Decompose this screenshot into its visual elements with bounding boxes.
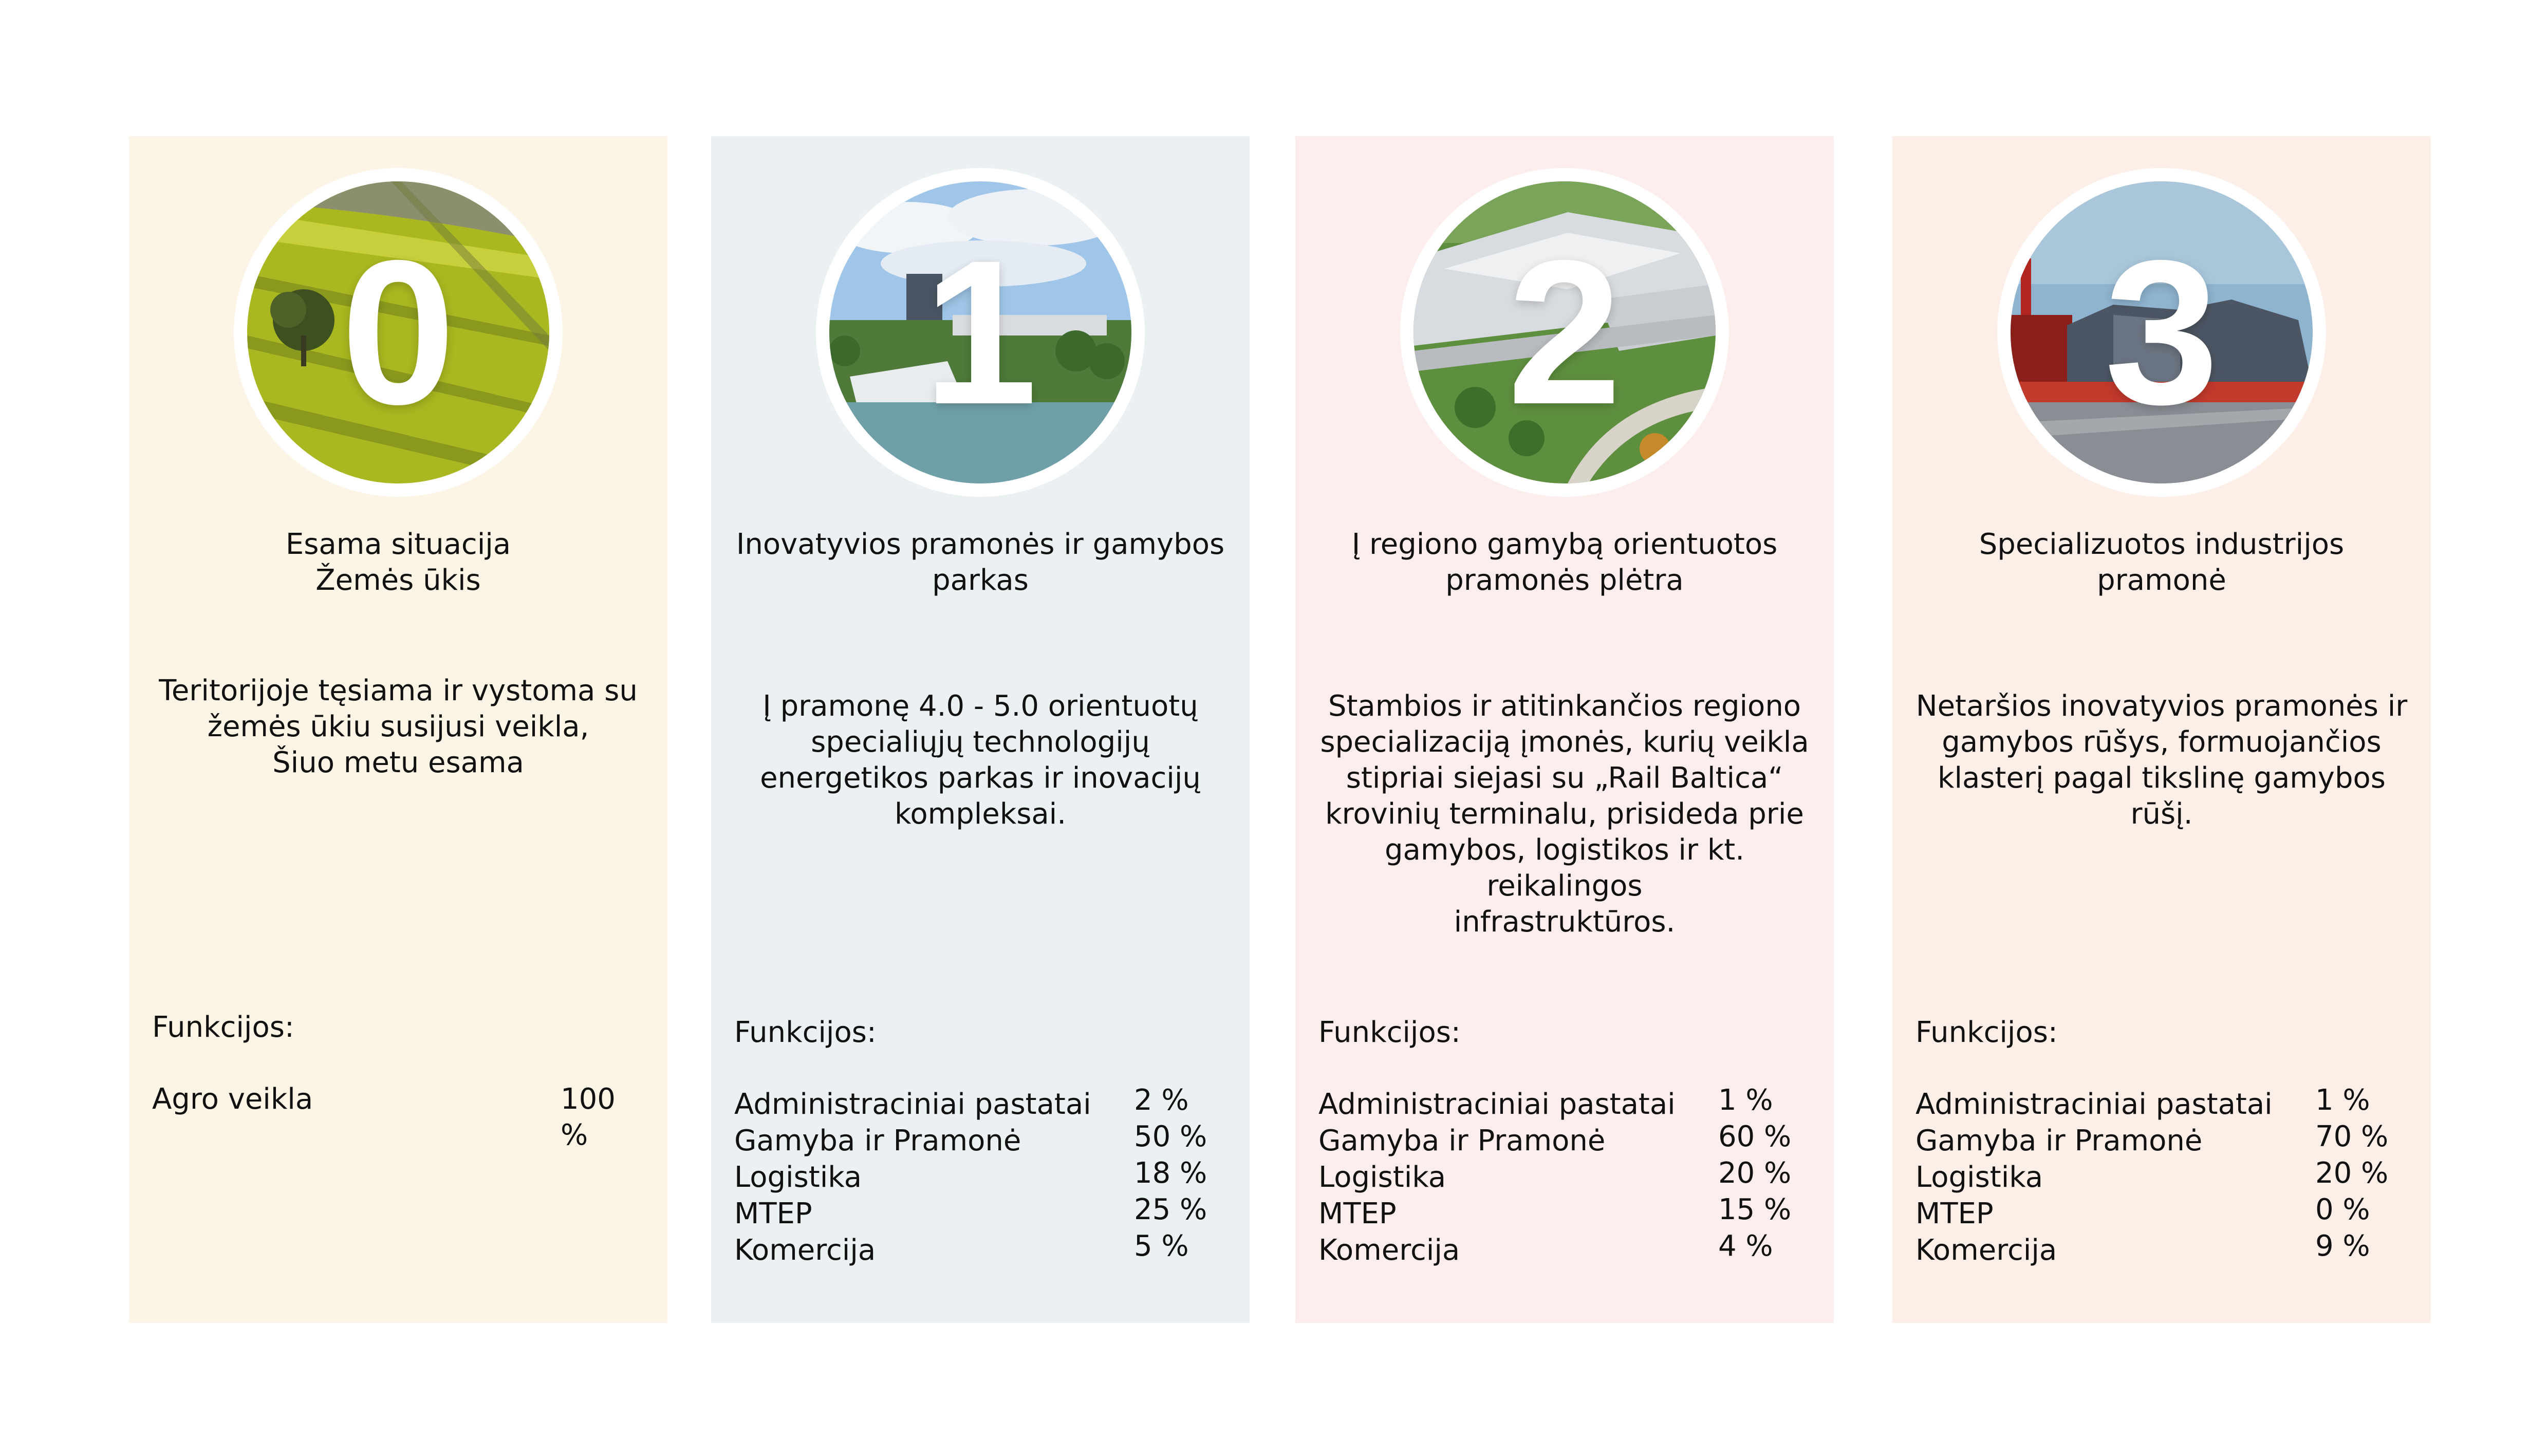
- scenario-card-1: [711, 136, 1250, 1323]
- function-name: Gamyba ir Pramonė: [1915, 1124, 2203, 1158]
- function-value: 20 %: [2315, 1156, 2389, 1190]
- function-value: 1 %: [1718, 1084, 1773, 1117]
- function-name: Logistika: [1915, 1161, 2043, 1194]
- function-row: [734, 1156, 1229, 1196]
- functions-label: Funkcijos:: [1915, 1016, 2058, 1049]
- function-row: [1318, 1120, 1813, 1160]
- function-value: 18 %: [1134, 1156, 1207, 1190]
- function-value: 15 %: [1718, 1193, 1792, 1226]
- scenario-image-circle: [816, 168, 1145, 497]
- scenario-description: Teritorijoje tęsiama ir vystoma su žemės ūkiu susijusi veikla, Šiuo metu esama: [159, 674, 638, 779]
- scenario-number: 3: [2104, 217, 2219, 447]
- function-row: [152, 1081, 647, 1152]
- function-row: [1915, 1156, 2410, 1196]
- function-value: 100 %: [561, 1082, 616, 1152]
- function-value: 2 %: [1134, 1084, 1189, 1117]
- scenario-card-3: [1892, 136, 2431, 1323]
- function-name: Logistika: [734, 1161, 862, 1194]
- function-name: Komercija: [1915, 1234, 2057, 1267]
- function-row: [1915, 1084, 2410, 1123]
- function-name: Gamyba ir Pramonė: [1318, 1124, 1606, 1158]
- function-name: Administraciniai pastatai: [1318, 1088, 1676, 1121]
- scenario-number: 0: [341, 217, 456, 447]
- function-row: [1318, 1084, 1813, 1123]
- function-row: [1915, 1229, 2410, 1269]
- scenario-number: 1: [923, 217, 1038, 447]
- function-value: 25 %: [1134, 1193, 1207, 1226]
- functions-label: Funkcijos:: [1318, 1016, 1461, 1049]
- function-row: [734, 1229, 1229, 1269]
- functions-list: [1318, 1084, 1813, 1269]
- function-name: Komercija: [734, 1234, 876, 1267]
- function-name: Administraciniai pastatai: [1915, 1088, 2273, 1121]
- scenario-card-0: [129, 136, 667, 1323]
- scenario-description: Stambios ir atitinkančios regiono specializaciją įmonės, kurių veikla stipriai siejasi su „Rail Baltica“ krovinių terminalu, prisideda prie gamybos, logistikos ir kt. reikalingos infrastruktūros.: [1320, 689, 1809, 939]
- function-value: 20 %: [1718, 1156, 1792, 1190]
- scenario-image-circle: [1400, 168, 1729, 497]
- function-row: [734, 1120, 1229, 1160]
- function-value: 50 %: [1134, 1120, 1207, 1153]
- scenario-title: Specializuotos industrijos pramonė: [1979, 528, 2345, 597]
- functions-label: Funkcijos:: [152, 1011, 294, 1044]
- function-value: 5 %: [1134, 1229, 1189, 1263]
- function-name: Gamyba ir Pramonė: [734, 1124, 1021, 1158]
- scenario-image-circle: [1997, 168, 2326, 497]
- scenario-title: Į regiono gamybą orientuotos pramonės plėtra: [1351, 528, 1778, 597]
- function-value: 9 %: [2315, 1229, 2370, 1263]
- function-row: [1915, 1193, 2410, 1233]
- function-value: 0 %: [2315, 1193, 2370, 1226]
- functions-list: [152, 1081, 647, 1152]
- scenario-title: Esama situacija Žemės ūkis: [285, 528, 511, 597]
- scenario-title: Inovatyvios pramonės ir gamybos parkas: [736, 528, 1225, 597]
- scenario-description: Į pramonę 4.0 - 5.0 orientuotų specialiųjų technologijų energetikos parkas ir inovacijų kompleksai.: [760, 689, 1201, 831]
- function-row: [1318, 1156, 1813, 1196]
- function-name: MTEP: [734, 1197, 812, 1230]
- function-row: [734, 1084, 1229, 1123]
- scenario-card-2: [1295, 136, 1834, 1323]
- functions-label: Funkcijos:: [734, 1016, 877, 1049]
- function-name: Administraciniai pastatai: [734, 1088, 1091, 1121]
- function-name: MTEP: [1318, 1197, 1397, 1230]
- function-value: 1 %: [2315, 1084, 2370, 1117]
- function-row: [1318, 1229, 1813, 1269]
- function-name: Logistika: [1318, 1161, 1446, 1194]
- function-row: [734, 1193, 1229, 1233]
- function-name: Komercija: [1318, 1234, 1460, 1267]
- function-row: [1318, 1193, 1813, 1233]
- functions-list: [1915, 1084, 2410, 1269]
- functions-list: [734, 1084, 1229, 1269]
- function-value: 70 %: [2315, 1120, 2389, 1153]
- scenario-description: Netaršios inovatyvios pramonės ir gamybos rūšys, formuojančios klasterį pagal tikslinę gamybos rūšį.: [1915, 689, 2408, 831]
- function-value: 4 %: [1718, 1229, 1773, 1263]
- function-row: [1915, 1120, 2410, 1160]
- function-name: MTEP: [1915, 1197, 1994, 1230]
- function-value: 60 %: [1718, 1120, 1792, 1153]
- scenario-image-circle: [234, 168, 563, 497]
- scenario-number: 2: [1507, 217, 1622, 447]
- function-name: Agro veikla: [152, 1082, 313, 1116]
